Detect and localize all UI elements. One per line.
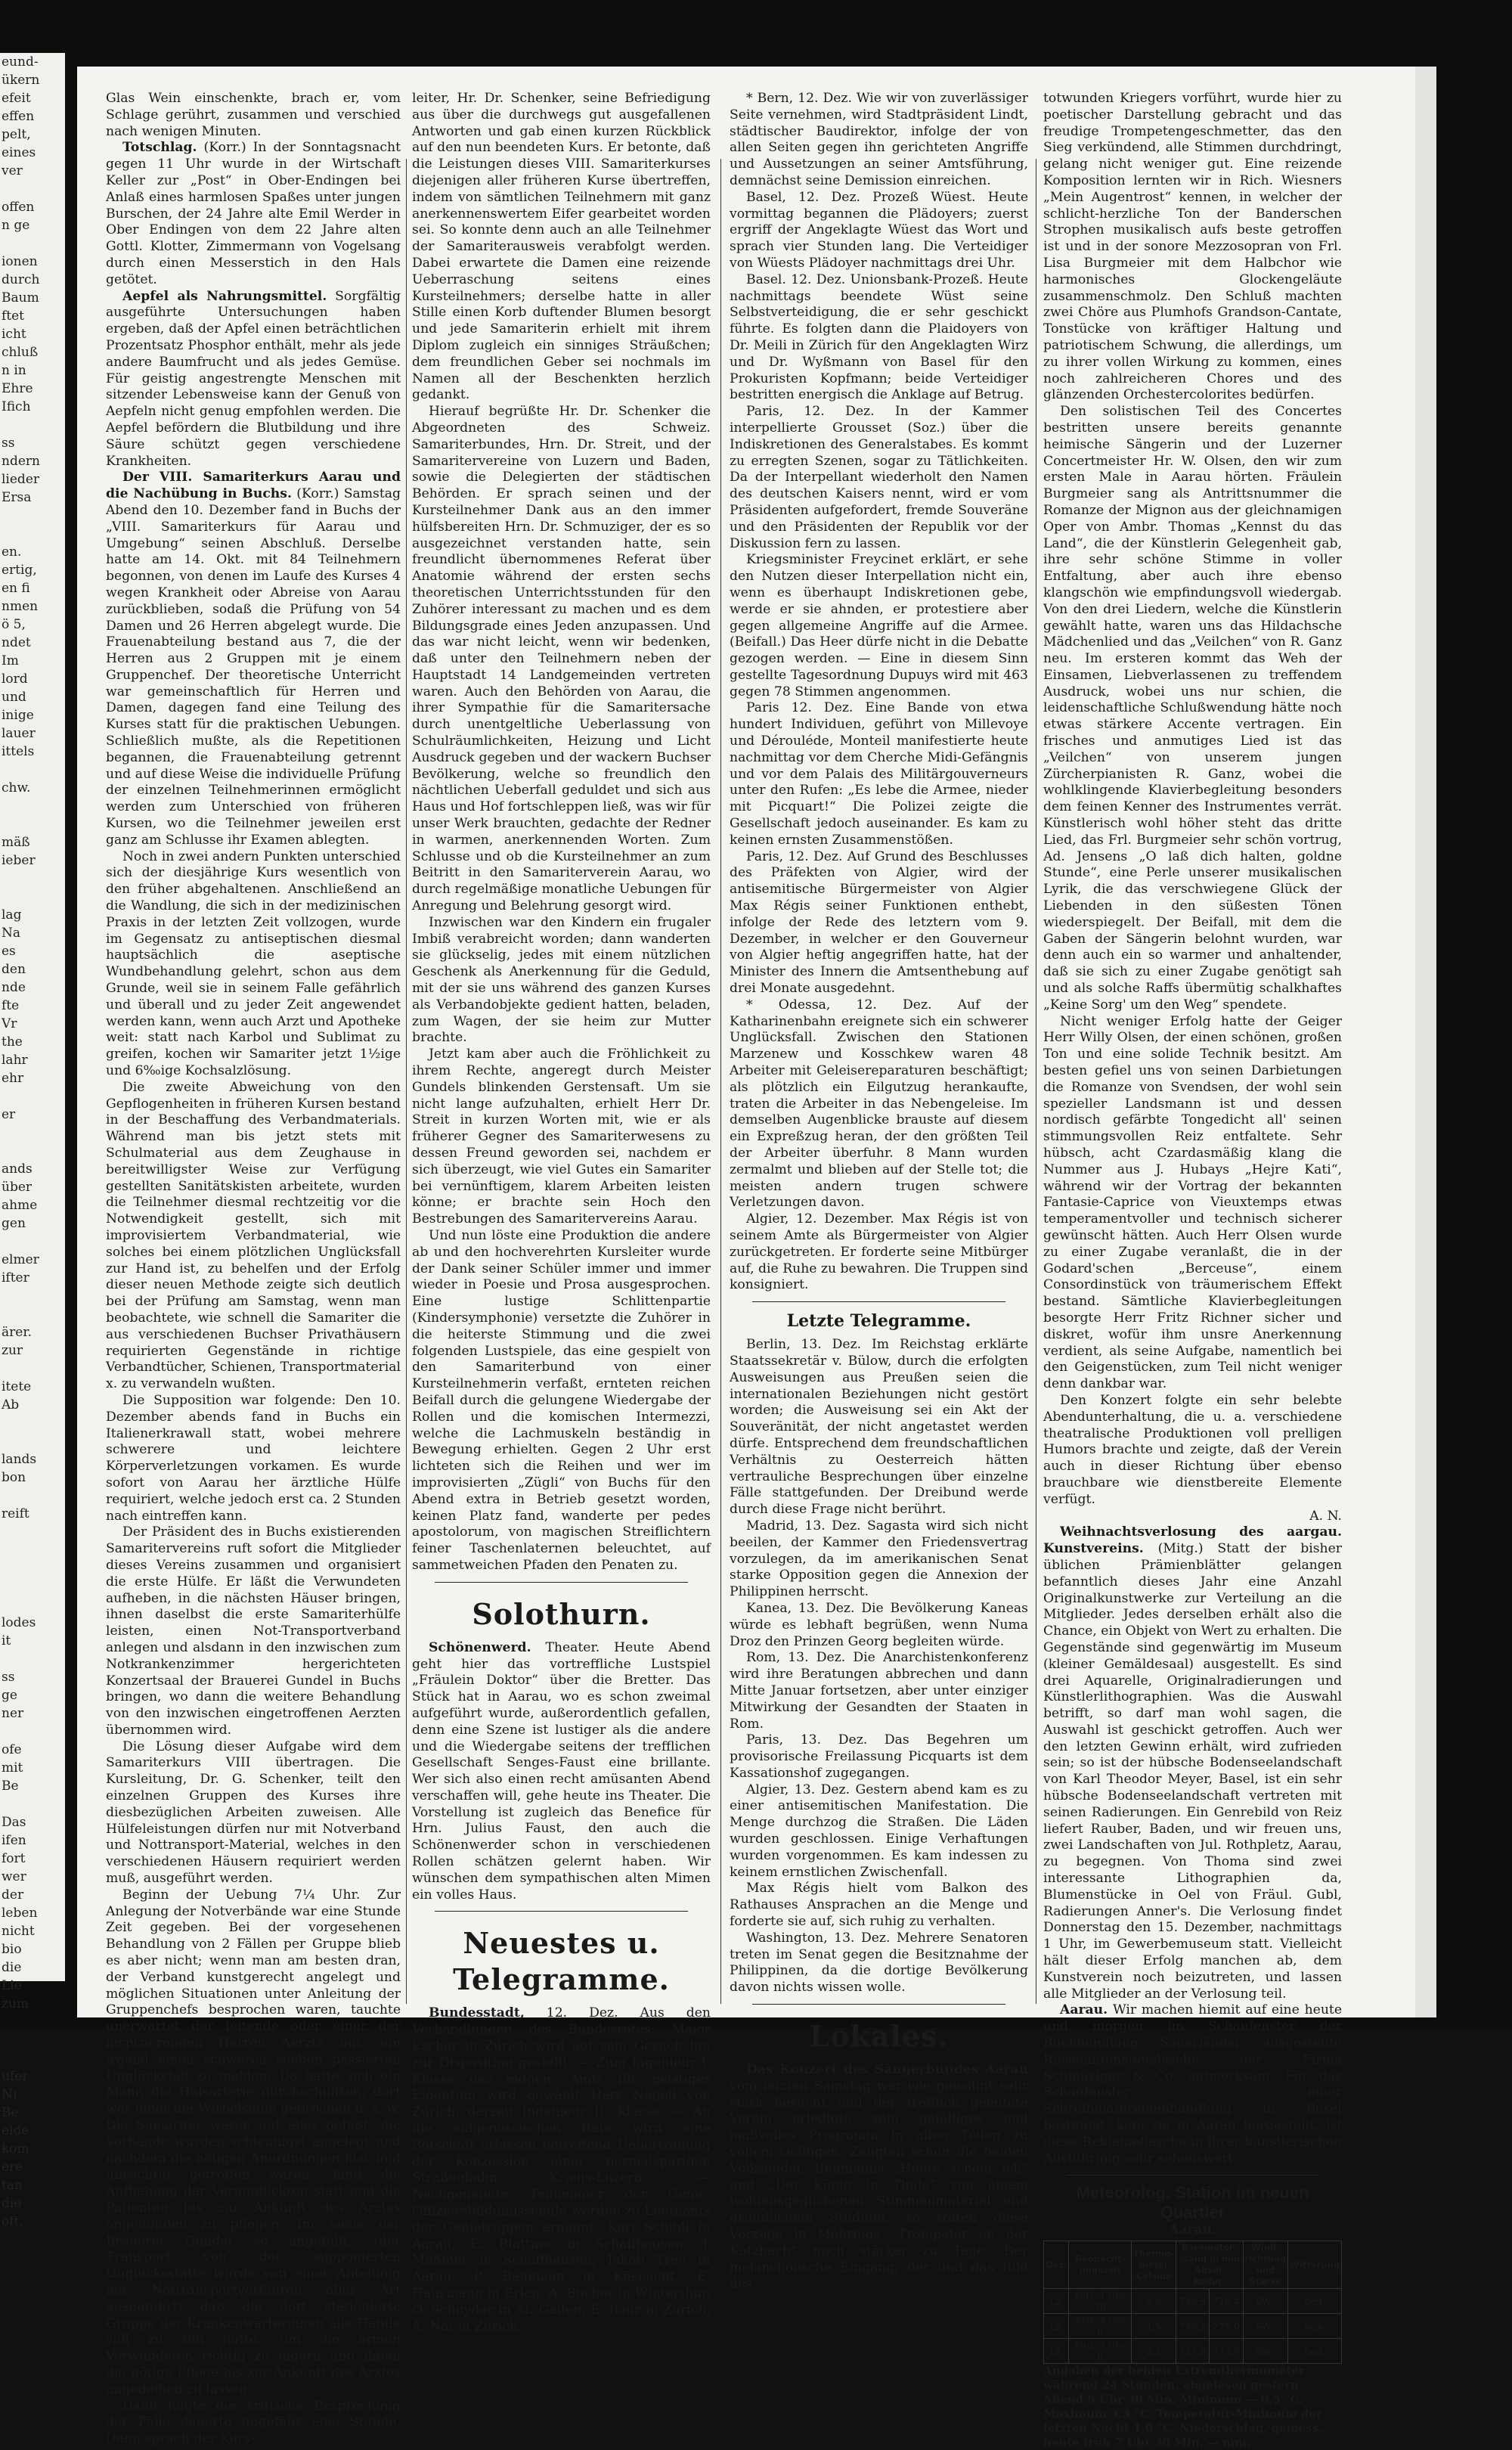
section-divider bbox=[1066, 2175, 1319, 2176]
previous-page-fragment: ükern bbox=[2, 73, 40, 88]
weather-cell: Mitt. 1 Uhr 30 bbox=[1069, 2289, 1132, 2314]
previous-page-fragment: ärer. bbox=[2, 1325, 32, 1340]
article-paragraph: Und nun löste eine Produktion die andere ab und den hochverehrten Kursleiter wurde der Dank seiner Schüler immer und immer wieder in Poesie und Prosa ausgesprochen. Eine lustige Schlittenpartie (Kindersymphonie) versetzte die Zuhörer in die heiterste Stimmung und die zwei folgenden Lustspiele, das eine gespielt von den Samariterbund von einer Kursteilnehmerin verfaßt, ernteten reichen Beifall durch die gelungene Wiedergabe der Rollen und die komischen Intermezzi, welche die Lachmuskeln beständig in Bewegung erhielten. Gegen 2 Uhr erst lichteten sich die Reihen und wer im improvisierten „Zügli“ von Buchs für den Abend extra in Betrieb gesetzt worden, keinen Platz fand, wanderte per pedes apostolorum, von magischen Streiflichtern feiner Taschenlaternen beleuchtet, auf sammetweichen Pfaden den Penaten zu. bbox=[412, 1227, 711, 1573]
weather-cell: 12. bbox=[1044, 2314, 1069, 2339]
previous-page-fragment bbox=[0, 1233, 65, 1251]
telegram-madrid: Madrid, 13. Dez. Sagasta wird sich nicht beeilen, der Kammer den Friedensvertrag vorzulegen, da im amerikanischen Senat starke Opposition gegen die Annexion der Philippinen herrscht. bbox=[730, 1518, 1028, 1600]
telegram-algier: Max Régis hielt vom Balkon des Rathauses Ansprachen an die Menge und forderte sie auf, sich ruhig zu verhalten. bbox=[730, 1881, 1028, 1930]
previous-page-fragment bbox=[0, 1723, 65, 1741]
telegram-kanea: Kanea, 13. Dez. Die Bevölkerung Kaneas würde es lebhaft begrüßen, wenn Numa Droz den Prinzen Georg begleiten würde. bbox=[730, 1600, 1028, 1649]
weather-cell: 776,4 bbox=[1210, 2289, 1243, 2314]
article-paragraph: Jetzt kam aber auch die Fröhlichkeit zu ihrem Rechte, angeregt durch Meister Gundels blinkenden Gerstensaft. Um sie nicht lange aufzuhalten, erhielt Herr Dr. Streit in kurzen Worten mit, wie er als früherer Gegner des Samariterwesens zu dessen Freund geworden sei, nachdem er sich überzeugt, wie viel Gutes ein Samariter bei vernünftigem, klarem Arbeiten leisten könne; er brachte sein Hoch den Bestrebungen des Samaritervereins Aarau. bbox=[412, 1047, 711, 1227]
previous-page-fragment: lands bbox=[2, 1452, 37, 1467]
section-divider bbox=[435, 1582, 688, 1583]
previous-page-fragment: offen bbox=[2, 200, 35, 215]
previous-page-fragment bbox=[0, 416, 65, 434]
article-samariterkurs bbox=[106, 470, 401, 848]
previous-page-fragment bbox=[0, 797, 65, 815]
previous-page-fragment: er bbox=[2, 1107, 16, 1122]
previous-page-fragment bbox=[0, 1414, 65, 1432]
previous-page-fragment: der bbox=[2, 1887, 24, 1903]
previous-page-fragment: über bbox=[2, 1180, 33, 1195]
weather-cell: Mrg. 7 Uhr 0 bbox=[1069, 2339, 1132, 2364]
previous-page-fragment: Be bbox=[2, 1779, 19, 1794]
column-rule bbox=[720, 159, 721, 2004]
previous-page-fragment: n in bbox=[2, 363, 26, 378]
section-title-letzte-telegramme: Letzte Telegramme. bbox=[786, 1311, 971, 1332]
previous-page-fragment: die bbox=[2, 1960, 22, 1975]
article-paragraph: Die zweite Abweichung von den Gepflogenheiten in früheren Kursen bestand in der Beschaffung des Verbandmaterials. Während man bis jetzt stets mit Schulmaterial aus dem Zeughause in bereitwilligster Weise zur Verfügung gestellten Sanitätskisten arbeitete, wurden die Teilnehmer diesmal rechtzeitig vor die Notwendigkeit gestellt, sich mit improvisiertem Verbandmaterial, wie solches bei einem plötzlichen Unglücksfall zur Hand ist, zu behelfen und der Erfolg dieser neuen Methode zeigte sich deutlich bei der Prüfung am Samstag, wenn man beobachtete, wie schnell die Samariter die aus verschiedenen Buchser Privathäusern requirierten Gegenstände in richtige Verbandtücher, Schienen, Transportmaterial x. zu verwandeln wußten. bbox=[106, 1079, 401, 1392]
article-paragraph: Noch in zwei andern Punkten unterschied sich der diesjährige Kurs wesentlich von den früher abgehaltenen. Anschließend an die Wandlung, die sich in der medizinischen Praxis in der letzten Zeit vollzogen, wurde im Gegensatz zu antiseptischen diesmal hauptsächlich die aseptische Wundbehandlung gelehrt, schon aus dem Grunde, weil sie in seinem Falle gefährlich und überall und zu jeder Zeit angewendet werden kann, wenn auch Arzt und Apotheke weit: statt nach Karbol und Sublimat zu greifen, kochen wir Samariter jetzt 1½ige und 6‰ige Kochsalzlösung. bbox=[106, 848, 401, 1079]
previous-page-fragment: leben bbox=[2, 1906, 38, 1921]
previous-page-fragment: fte bbox=[2, 998, 20, 1013]
section-title-lokales: Lokales. bbox=[809, 2019, 949, 2054]
previous-page-fragment: ifen bbox=[2, 1833, 26, 1848]
article-heading: Aepfel als Nahrungsmittel. bbox=[122, 288, 327, 304]
telegram-algier: Algier, 12. Dezember. Max Régis ist von seinem Amte als Bürgermeister von Algier zurückgetreten. Er forderte seine Mitbürger auf, die Ruhe zu bewahren. Die Truppen sind konsigniert. bbox=[730, 1211, 1028, 1293]
previous-page-fragment: Das bbox=[2, 1815, 26, 1830]
telegram-paris: Paris, 13. Dez. Das Begehren um provisorische Freilassung Picquarts ist dem Kassationshof zugegangen. bbox=[730, 1732, 1028, 1781]
previous-page-fragment: es bbox=[2, 944, 16, 959]
previous-page-fragment: lodes bbox=[2, 1615, 36, 1630]
previous-page-fragment: elmer bbox=[2, 1252, 39, 1267]
article-paragraph: Nicht weniger Erfolg hatte der Geiger Herr Willy Olsen, der einen schönen, großen Ton und eine solide Technik besitzt. Am besten gefiel uns von seinen Darbietungen die Romanze von Svendsen, der wohl sein spezieller Landsmann ist und dessen nordisch gefärbte Tongedicht all' seinen stimmungsvollen Reiz entfaltete. Sehr hübsch, acht Czardasmäßig klang die Nummer aus J. Hubays „Hejre Kati“, während wir der Vortrag der bekannten Fantasie-Caprice von Vieuxtemps etwas temperamentvoller und technisch sicherer gewünscht hätten. Auch Herr Olsen wurde zu einer Zugabe veranlaßt, die in der Godard'schen „Berceuse“, einem Consordinstück von träumerischem Effekt bestand. Sämtliche Klavierbegleitungen besorgte Herr Fritz Richner sicher und diskret, wofür ihm unsre Anerkennung verdient, als seine Aufgabe, namentlich bei den Geigenstücken, zum Teil nicht weniger denn dankbar war. bbox=[1043, 1013, 1342, 1392]
previous-page-fragment bbox=[0, 761, 65, 779]
previous-page-fragment: mäß bbox=[2, 835, 30, 850]
article-text: (Mitg.) Statt der bisher üblichen Prämienblätter gelangen befanntlich dieses Jahr eine Anzahl Originalkunstwerke zur Verteilung an die Mitglieder. Jedes derselben erhält also die Chance, ein Objekt von Wert zu erhalten. Die Gegenstände sind gegenwärtig im Museum (kleiner Gemäldesaal) ausgestellt. Es sind drei Aquarelle, Originalradierungen und Künstlerlithographien. Was die Auswahl betrifft, so darf man wohl sagen, die Auswahl ist geschickt getroffen. Auch wer den letzten Gewinn erhält, wird zufrieden sein; so ist der hübsche Bodenseelandschaft von Karl Theodor Meyer, Basel, ist ein sehr hübsche Bodenseelandschaft vertreten mit seinen Radierungen. Ein Genrebild von Reiz liefert Rauber, Baden, und wir freuen uns, zwei Landschaften von Jul. Rothpletz, Aarau, zu begegnen. Von Thoma sind zwei interessante Lithographien da, Blumenstücke in Oel von Fräul. Gubl, Radierungen Anner's. Die Verlosung findet Donnerstag den 15. Dezember, nachmittags 1 Uhr, im Gewerbemuseum statt. Vielleicht hält dieser Erfolg manchen ab, dem Kunstverein noch beizutreten, und lassen alle Mitglieder an der Verlosung teil. bbox=[1043, 1541, 1342, 2002]
previous-page-fragment bbox=[0, 815, 65, 833]
telegram-odessa: * Odessa, 12. Dez. Auf der Katharinenbahn ereignete sich ein schwerer Unglücksfall. Zwischen den Stationen Marzenew und Kosschkew waren 48 Arbeiter mit Geleisereparaturen beschäftigt; als plötzlich ein Eilgutzug herankaufte, traten die Arbeiter in das Nebengeleise. Im demselben Augenblicke brauste auf diesem ein Expreßzug heran, der den größten Teil der Arbeiter überfuhr. 8 Mann wurden zermalmt und blieben auf der Stelle tot; die meisten andern trugen schwere Verletzungen davon. bbox=[730, 997, 1028, 1211]
article-paragraph: Der Präsident des in Buchs existierenden Samaritervereins ruft sofort die Mitglieder dieses Vereins zusammen und organisiert die erste Hülfe. Er läßt die Verwundeten aufheben, in die nächsten Häuser bringen, ihnen daselbst die erste Samariterhülfe leisten, einen Not-Transportverband anlegen und alsdann in den inzwischen zum Notkrankenzimmer hergerichteten Konzertsaal der Brauerei Gundel in Buchs bringen, wo dann die weitere Behandlung von den inzwischen eingetroffenen Aerzten übernommen wird. bbox=[106, 1524, 401, 1738]
telegram-bern: * Bern, 12. Dez. Wie wir von zuverlässiger Seite vernehmen, wird Stadtpräsident Lindt, städtischer Baudirektor, infolge der von allen Seiten gegen ihn gerichteten Angriffe und Aussetzungen an seiner Amtsführung, demnächst seine Demission einreichen. bbox=[730, 91, 1028, 188]
article-heading: Das Konzert des Sängerbundes Aarau bbox=[746, 2062, 1028, 2078]
weather-cell: SW₀ bbox=[1243, 2314, 1288, 2339]
weather-station-title: Meteorolog. Station im neuen Quartier bbox=[1076, 2183, 1309, 2222]
previous-page-fragment: eines bbox=[2, 145, 36, 160]
previous-page-fragment bbox=[0, 2013, 65, 2031]
weather-cell: 12. bbox=[1044, 2289, 1069, 2314]
weather-cell: 737,9 bbox=[1176, 2339, 1210, 2364]
article-paragraph: Den Konzert folgte ein sehr belebte Abendunterhaltung, die u. a. verschiedene theatralische Produktionen voll prelligen Humors brachte und zeigte, daß der Verein auch in dieser Richtung über ebenso brauchbare wie dienstbereite Elemente verfügt. bbox=[1043, 1392, 1342, 1507]
weather-table-header bbox=[1044, 2241, 1342, 2289]
previous-page-fragment: Na bbox=[2, 926, 21, 941]
weather-cell: 0,9 bbox=[1131, 2289, 1176, 2314]
previous-page-fragment bbox=[0, 1650, 65, 1668]
previous-page-fragment bbox=[0, 1360, 65, 1378]
article-paragraph: Beginn der Uebung 7¼ Uhr. Zur Anlegung der Notverbände war eine Stunde Zeit gegeben. Bei der vorgesehenen Behandlung von 2 Fällen per Gruppe blieb es aber nicht; wenn man am besten dran, der Verband kunstgerecht angelegt und möglichen Situationen unter Anleitung der Gruppenchefs besprochen waren, tauchte unerwartet der leitende oder einer der inspizierenden Herren Aerzte auf, um irgend einen schweren soeben passierten Unglücksfall zu melden: Da hatte sich ein Mann die Halsarterie durchschnitten, dort war einer die Wirbelsäule gebrochen u. s. w. Die Samariter waren auf alles gefaßt, die Verbände wurden schleunigst angelegt und nachdem die nötigen Anordnungen klar und umsichtig getroffen waren, fand die Aufhebung der Verunglückten statt und die Patienten bis zur Ankunft des Arztes angebunden zu pflegen. Im Saale der Brauerei Gundel so angefüllt, (der Transport von der supponierten Unglücksstätte wurde von einer Abteilung mit Nottransportverfahren aller Art ausgeführt) daß die dort stationierte Gruppe der Krankenwärterinnen alle Hände voll zu tun hatte, um die armen Verwundeten richtig zu lagern und ihnen die nötige Pflege bis zur Ankunft des Arztes angedeihen zu lassen. bbox=[106, 1887, 401, 2397]
telegram-paris: Paris, 12. Dez. In der Kammer interpellierte Grousset (Soz.) über die Indiskretionen des Generalstabes. Es kommt zu erregten Szenen, sogar zu Tätlichkeiten. Da der Interpellant wiederholt den Namen des deutschen Kaisers nennt, wird er vom Präsidenten aufgefordert, fremde Souveräne und den Präsidenten der Republik vor der Diskussion fern zu lassen. bbox=[730, 404, 1028, 551]
previous-page-fragment: ittels bbox=[2, 744, 35, 759]
previous-page-fragment: ge bbox=[2, 1688, 17, 1703]
previous-page-fragment: Lie bbox=[2, 1978, 22, 1993]
previous-page-fragment bbox=[0, 1305, 65, 1323]
section-title-solothurn: Solothurn. bbox=[472, 1596, 651, 1631]
weather-cell: bed. bbox=[1288, 2289, 1342, 2314]
previous-page-fragment bbox=[0, 507, 65, 525]
previous-page-fragment bbox=[0, 1795, 65, 1813]
previous-page-fragment: ö 5, bbox=[2, 617, 26, 632]
page-gutter bbox=[1415, 67, 1436, 2017]
weather-cell: 738,1 bbox=[1176, 2314, 1210, 2339]
article-bundesstadt bbox=[412, 2005, 711, 2335]
previous-page-fragment: mit bbox=[2, 1760, 23, 1775]
previous-page-fragment bbox=[0, 180, 65, 198]
previous-page-fragment: Ni bbox=[2, 2087, 17, 2102]
previous-page-fragment: Ifich bbox=[2, 399, 31, 414]
previous-page-fragment: ofe bbox=[2, 1742, 22, 1757]
section-divider bbox=[435, 1911, 688, 1912]
article-aepfel bbox=[106, 289, 401, 470]
previous-page-fragment: Ehre bbox=[2, 381, 33, 396]
article-signature: A. N. bbox=[1309, 1508, 1342, 1524]
previous-page-fragment: Baum bbox=[2, 290, 39, 305]
previous-page-fragment: fort bbox=[2, 1851, 26, 1866]
previous-page-fragment: Vr bbox=[2, 1016, 17, 1031]
weather-header-cell: Witterung bbox=[1288, 2241, 1342, 2289]
article-aarau bbox=[1043, 2002, 1342, 2167]
column-2 bbox=[412, 91, 711, 2334]
previous-page-fragment bbox=[0, 234, 65, 253]
previous-page-fragment: ndet bbox=[2, 635, 31, 650]
telegram-paris: Paris 12. Dez. Eine Bande von etwa hundert Individuen, geführt von Millevoye und Dérouléde, Monteil manifestierte heute nachmittag vor dem Cherche Midi-Gefängnis und vor dem Palais des Militärgouverneurs unter den Rufen: „Es lebe die Armee, nieder mit Picquart!“ Die Polizei zeigte die Gesellschaft jedoch auseinander. Es kam zu keinen ernsten Zusammenstößen. bbox=[730, 700, 1028, 848]
article-paragraph: Hierauf begrüßte Hr. Dr. Schenker die Abgeordneten des Schweiz. Samariterbundes, Hrn. Dr. Streit, und der Samaritervereine von Luzern und Baden, sowie die Delegierten der städtischen Behörden. Er sprach seinen und der Kursteilnehmer Dank aus an den immer hülfsbereiten Hrn. Dr. Schmuziger, der es so ausgezeichnet verstanden hatte, sein freundlicht übernommenes Referat über Anatomie während der ersten sechs theoretischen Unterrichtsstunden für den Zuhörer interessant zu machen und es dem Bildungsgrade eines Jeden anzupassen. Und das war nicht leicht, wenn wir bedenken, daß unter den Teilnehmern neben der Hauptstadt 14 Landgemeinden vertreten waren. Auch den Behörden von Aarau, die ihrer Sympathie für die Samaritersache durch unentgeltliche Ueberlassung von Schulräumlichkeiten, Heizung und Licht Ausdruck gegeben und der wackern Buchser Bevölkerung, welche so freundlich den nächtlichen Ueberfall geduldet und sich aus Haus und Hof fortschleppen ließ, was wir für unser Werk brauchten, gedachte der Redner in warmen, anerkennenden Worten. Zum Schlusse und ob die Kursteilnehmer an zum Beitritt in den Samariterverein Aarau, wo durch regelmäßige monatliche Uebungen für Anregung und Belehrung gesorgt wird. bbox=[412, 404, 711, 914]
previous-page-fragment: nmen bbox=[2, 599, 39, 614]
weather-header-cell: Barometer- stand in mm Absol. Reduc. bbox=[1176, 2241, 1243, 2289]
previous-page-fragment: bon bbox=[2, 1470, 26, 1485]
previous-page-fragment: ere bbox=[2, 2160, 23, 2175]
section-divider bbox=[752, 2004, 1005, 2005]
telegram-paris: Kriegsminister Freycinet erklärt, er sehe den Nutzen dieser Interpellation nicht ein, wenn es überhaupt Indiskretionen gebe, werde er sie ahnden, er protestiere aber gegen allgemeine Angriffe auf die Armee. (Beifall.) Das Heer dürfe nicht in die Debatte gezogen werden. — Eine in diesem Sinn gestellte Tagesordnung Dupuys wird mit 463 gegen 78 Stimmen angenommen. bbox=[730, 552, 1028, 699]
article-heading: Weihnachtsverlosung des aargau. Kunstvereins. bbox=[1043, 1524, 1342, 1557]
previous-page-fragment: ifter bbox=[2, 1270, 29, 1285]
previous-page-fragment: wer bbox=[2, 1869, 26, 1884]
telegram-algier: Algier, 13. Dez. Gestern abend kam es zu einer antisemitischen Manifestation. Die Menge durchzog die Straßen. Die Läden wurden geschlossen. Einige Verhaftungen wurden vorgenommen. Es kam indessen zu keinem ernstlichen Zwischenfall. bbox=[730, 1782, 1028, 1880]
previous-page-fragment: ftet bbox=[2, 309, 25, 324]
weather-row bbox=[1044, 2289, 1342, 2314]
previous-page-fragment: eund- bbox=[2, 54, 39, 70]
weather-row bbox=[1044, 2339, 1342, 2364]
weather-header-cell: Thermo- meter Celsius bbox=[1131, 2241, 1176, 2289]
previous-page-fragment: nicht bbox=[2, 1924, 35, 1939]
previous-page-fragment: lahr bbox=[2, 1053, 28, 1068]
previous-page-fragment: ahme bbox=[2, 1198, 38, 1213]
previous-page-fragment bbox=[0, 1559, 65, 1577]
previous-page-fragment: ss bbox=[2, 436, 15, 451]
article-heading: Bundesstadt, bbox=[429, 2005, 525, 2021]
previous-page-fragment: Im bbox=[2, 653, 19, 668]
previous-page-fragment: ieber bbox=[2, 853, 36, 868]
weather-header-cell: Beobacht- ungszeit bbox=[1069, 2241, 1132, 2289]
previous-page-fragment bbox=[0, 1432, 65, 1450]
column-3 bbox=[730, 91, 1028, 2292]
previous-page-fragment bbox=[0, 888, 65, 906]
column-rule bbox=[406, 159, 407, 2004]
previous-page-fragment: ss bbox=[2, 1670, 15, 1685]
column-1 bbox=[106, 91, 401, 2447]
previous-page-fragment: pelt, bbox=[2, 127, 31, 142]
weather-cell: bew. bbox=[1288, 2314, 1342, 2339]
previous-page-fragment: die bbox=[2, 2196, 22, 2211]
previous-page-fragment: lag bbox=[2, 907, 22, 923]
previous-page-fragment: gen bbox=[2, 1216, 26, 1231]
previous-page-fragment bbox=[0, 1487, 65, 1505]
article-heading: Aarau. bbox=[1060, 2002, 1108, 2018]
article-text: (Korr.) Samstag Abend den 10. Dezember fand in Buchs der „VIII. Samariterkurs für Aarau und Umgebung“ seinen Abschluß. Derselbe hatte am 14. Okt. mit 84 Teilnehmern begonnen, von denen im Laufe des Kurses 4 wegen Krankheit oder Abreise von Aarau zurückblieben, sodaß die Prüfung von 54 Damen und 26 Herren abgelegt wurde. Die Frauenabteilung bestand aus 7, die der Herren aus 2 Gruppen mit je einem Gruppenchef. Der theoretische Unterricht war gemeinschaftlich für Herren und Damen, dagegen fand eine Teilung des Kurses statt für die praktischen Uebungen. Schließlich mußte, als die Repetitionen begannen, die Frauenabteilung getrennt und auf diese Weise die individuelle Prüfung der einzelnen Teilnehmerinnen ermöglicht werden zum Unterschied von früheren Kursen, wo die Teilnehmer jeweilen erst ganz am Schlusse ihr Examen ablegten. bbox=[106, 486, 401, 848]
previous-page-fragment: itete bbox=[2, 1379, 32, 1394]
article-heading: Schönenwerd. bbox=[429, 1639, 531, 1655]
previous-page-fragment: n ge bbox=[2, 218, 30, 233]
article-paragraph: leiter, Hr. Dr. Schenker, seine Befriedigung aus über die durchwegs gut ausgefallenen Antworten und gab einen kurzen Rückblick auf den nun beendeten Kurs. Er betonte, daß die Leistungen dieses VIII. Samariterkurses diejenigen aller früheren Kurse übertreffen, indem von sämtlichen Teilnehmern mit ganz anerkennenswertem Eifer gearbeitet worden sei. So konnte denn auch an alle Teilnehmer der Samariterausweis verabfolgt werden. Dabei erwartete die Damen eine reizende Ueberraschung seitens eines Kursteilnehmers; derselbe hatte in aller Stille einen Korb duftender Blumen besorgt und jede Samariterin erhielt mit ihrem Diplom zugleich ein sinniges Sträußchen; dem freundlichen Geber sei nochmals im Namen all der Beschenkten herzlich gedankt. bbox=[412, 91, 711, 403]
section-divider bbox=[752, 1301, 1005, 1302]
weather-header-cell: Dez. bbox=[1044, 2241, 1069, 2289]
previous-page-fragment bbox=[0, 1142, 65, 1160]
weather-cell: bed. bbox=[1288, 2339, 1342, 2364]
article-schoenenwerd bbox=[412, 1640, 711, 1904]
previous-page-fragment: chluß bbox=[2, 345, 39, 360]
previous-page-fragment: the bbox=[2, 1034, 23, 1050]
previous-page-fragment: ndern bbox=[2, 454, 40, 469]
telegram-rom: Rom, 13. Dez. Die Anarchistenkonferenz wird ihre Beratungen abbrechen und dann Mitte Januar fortsetzen, aber unter einziger Mitwirkung der Gesandten der Staaten in Rom. bbox=[730, 1650, 1028, 1732]
previous-page-fragment: icht bbox=[2, 327, 26, 342]
previous-page-fragment: Ab bbox=[2, 1397, 20, 1413]
weather-footer: Angaben der beiden Extremthermometer während 24 Stunden, abgelesen gestern Abend 9 Uhr 30 Min. Minimum — 0,5 °C. Maximum 3,3 °C. Temperatur-Minimum der letzten Nacht 1,0 °C. Niederschlag, gemess. heute früh 7 Uhr 30 Min. — mm. bbox=[1043, 2364, 1323, 2450]
article-text: (Korr.) In der Sonntagsnacht gegen 11 Uhr wurde in der Wirtschaft Keller zur „Post“ in Ober-Endingen bei Anlaß eines harmlosen Spaßes unter jungen Burschen, der 24 Jahre alte Emil Werder in Ober Endingen von dem 22 Jahre alten Gottl. Klotter, Zimmermann von Vogelsang durch einen Messerstich in den Hals getötet. bbox=[106, 140, 401, 287]
previous-page-fragment: und bbox=[2, 690, 26, 705]
weather-cell: 775,0 bbox=[1210, 2314, 1243, 2339]
article-paragraph: totwunden Kriegers vorführt, wurde hier zu poetischer Darstellung gebracht und das freudige Trompetengeschmetter, das den Sieg verkündend, alle Stimmen durchdringt, gelang nicht weniger gut. Eine reizende Komposition lernten wir in Rich. Wiesners „Mein Augentrost“ kennen, in welcher der schlicht-herzliche Ton der Banderschen Strophen musikalisch aufs beste getroffen ist und in der sonore Mezzosopran von Frl. Lisa Burgmeier mit dem Halbchor wie harmonisches Glockengeläute zusammenschmolz. Den Schluß machten zwei Chöre aus Plumhofs Grandson-Cantate, Tonstücke von kräftiger Haltung und patriotischem Schwung, die allerdings, um zu ihrer vollen Wirkung zu kommen, eines noch zahlreicheren Chores und des glänzenden Orchestercolorites bedürfen. bbox=[1043, 91, 1342, 403]
weather-header-cell: Wind- richtung und Stärke bbox=[1243, 2241, 1288, 2289]
previous-page-fragment: ufer bbox=[2, 2069, 29, 2084]
previous-page-fragment: den bbox=[2, 962, 26, 977]
previous-page-fragment: inige bbox=[2, 708, 34, 723]
previous-page-fragment: lieder bbox=[2, 472, 40, 487]
previous-page-fragment: en fi bbox=[2, 581, 30, 596]
previous-page-fragment: chw. bbox=[2, 780, 31, 795]
previous-page-fragment bbox=[0, 2049, 65, 2067]
previous-page-fragment: oft, bbox=[2, 2214, 23, 2229]
weather-table-body bbox=[1044, 2289, 1342, 2364]
weather-table bbox=[1043, 2241, 1342, 2364]
article-totschlag bbox=[106, 140, 401, 288]
previous-page-fragment bbox=[0, 870, 65, 888]
previous-page-fragment: efeit bbox=[2, 91, 31, 106]
article-paragraph: Den solistischen Teil des Concertes bestritten unsere bereits genannte heimische Sängerin und der Luzerner Concertmeister Hr. W. Olsen, den wir zum ersten Male in Aarau hörten. Fräulein Burgmeier sang als Antrittsnummer die Romanze der Mignon aus der gleichnamigen Oper von Ambr. Thomas „Kennst du das Land“, die der Künstlerin Gelegenheit gab, ihre sehr schöne Stimme in voller Entfaltung, aber auch ihre ebenso klangschön wie empfindungsvoll wiedergab. Von den drei Liedern, welche die Künstlerin gewählt hatte, waren uns das Hildachsche Mädchenlied und das „Veilchen“ von R. Ganz neu. Im ersteren kommt das Weh der Einsamen, Liebverlassenen zu treffendem Ausdruck, wobei uns nur schien, die leidenschaftliche Schlußwendung hätte noch etwas stärkere Accente vertragen. Ein frisches und anmutiges Lied ist das „Veilchen“ von unserem jungen Zürcherpianisten R. Ganz, wobei die wohlklingende Klavierbegleitung besonders dem feinen Kenner des Instrumentes verrät. Künstlerisch wohl höher steht das dritte Lied, das Frl. Burgmeier sehr schön vortrug, Ad. Jensens „O laß dich halten, goldne Stunde“, eine Perle unserer musikalischen Lyrik, die das verschwiegene Glück der Liebenden in den süßesten Tönen wiederspiegelt. Der Beifall, mit dem die Gaben der Sängerin belohnt wurden, war denn auch ein so warmer und anhaltender, daß sie sich zu einer Zugabe genötigt sah und als solche Raffs übermütig schalkhaftes „Keine Sorg' um den Weg“ spendete. bbox=[1043, 404, 1342, 1013]
article-text: Sorgfältig ausgeführte Untersuchungen haben ergeben, daß der Apfel einen beträchtlichen Prozentsatz Phosphor enthält, mehr als jede andere Baumfrucht und als jedes Gemüse. Für geistig angestrengte Menschen mit sitzender Lebensweise kann der Genuß von Aepfeln nicht genug empfohlen werden. Die Aepfel befördern die Blutbildung und ihre Säure schützt gegen verschiedene Krankheiten. bbox=[106, 288, 401, 469]
article-text: Theater. Heute Abend geht hier das vortreffliche Lustspiel „Fräulein Doktor“ über die Bretter. Das Stück hat in Aarau, wo es schon zweimal aufgeführt wurde, außerordentlich gefallen, denn eine Szene ist lustiger als die andere und die Wiedergabe seitens der trefflichen Gesellschaft Senges-Faust eine brillante. Wer sich also einen recht amüsanten Abend verschaffen will, gehe heute ins Theater. Die Vorstellung ist zugleich das Benefice für Hrn. Julius Faust, den auch die Schönenwerder schon in verschiedenen Rollen schätzen gelernt haben. Wir wünschen dem sympathischen alten Mimen ein volles Haus. bbox=[412, 1639, 711, 1903]
section-title-neuestes: Neuestes u. Telegramme. bbox=[453, 1926, 670, 1997]
article-weihnachtsverlosung bbox=[1043, 1524, 1342, 2002]
previous-page-fragment: durch bbox=[2, 272, 40, 287]
previous-page-fragment: ands bbox=[2, 1161, 33, 1177]
previous-page-fragment: Ersa bbox=[2, 490, 32, 505]
article-paragraph: Inzwischen war den Kindern ein frugaler Imbiß verabreicht worden; dann wanderten sie glückselig, jedes mit einem nützlichen Geschenk als Anerkennung für die Geduld, mit der sie uns während des ganzen Kurses als Verbandobjekte gedient hatten, beladen, zum Wagen, der sie heim zur Mutter brachte. bbox=[412, 914, 711, 1046]
previous-page-fragment bbox=[0, 1124, 65, 1142]
previous-page-fragment: en. bbox=[2, 544, 22, 560]
previous-page-fragment: ver bbox=[2, 163, 23, 178]
article-text: 12. Dez. Aus den Verhandlungen des Bundesrates. Major Escher in Zürich wird auf sein Gesuch hin zur Disposition gestellt. — Zum Ingenieur I. Klasse des eidgen. Amts für geistiges Eigentum wird gewählt Herr Nägeli von Zürich, derzeit Ingenieur II. Klasse. — An die eidgenössischen Räte wird eine Botschaft erlassen betreffend Uebertragung der Konzession einer normalspurigen Straßenbahn Kriens-Luzern. — Nachgenannte Teilnehmer der Genie-Offiziersbildungsschule werden zu Leutnants der Genietruppen ernannt: Karl Schibli in Aarau, E. Blattner in Schaffhausen, J. Meßmer in Schaffhausen, Jakob Treu in Aarau, P. Baumann in Küsnacht, E. Hausmann in Erlen, A. Bucher in Winterthur, O. Schnyder in St. Gallen, E. Baur in Zürich, A. Näf in Zürich. bbox=[412, 2005, 711, 2334]
telegram-berlin: Berlin, 13. Dez. Im Reichstag erklärte Staatssekretär v. Bülow, durch die erfolgten Ausweisungen aus Preußen seien die internationalen Beziehungen nicht gestört worden; die Ausweisung sei ein Akt der Souveränität, der nicht angetastet werden dürfe. Entsprechend dem freundschaftlichen Verhältnis zu Oesterreich hätten vertrauliche Besprechungen über einzelne Fälle stattgefunden. Der Dreibund werde durch diese Frage nicht berührt. bbox=[730, 1337, 1028, 1518]
previous-page-fragment bbox=[0, 1523, 65, 1541]
weather-cell: 739,5 bbox=[1176, 2289, 1210, 2314]
article-text: Wir machen hiemit auf eine heute und morgen im Schaufenster der Buchhandlung Sauerländer ausgestellte Riesenintensitätslasche der Firma Schmuziger & Co. aufmerksam. Für das Schaufenster einer Schreibmaterialienhandlung in Basel bestimmt, kam sie in Aarau hergestellt, ist diese Reklameflasche in ihrer künstlerischen Ausführung sehr sehenswert. bbox=[1043, 2002, 1342, 2166]
previous-page-fragment: lauer bbox=[2, 726, 36, 741]
previous-page-fragment bbox=[0, 1287, 65, 1305]
weather-cell: 2,3 bbox=[1131, 2339, 1176, 2364]
weather-cell: Abd. 9 Uhr 0 bbox=[1069, 2314, 1132, 2339]
previous-page-fragment: it bbox=[2, 1633, 11, 1648]
previous-page-fragment: lord bbox=[2, 671, 28, 687]
weather-cell: 773,9 bbox=[1210, 2339, 1243, 2364]
previous-page-fragment: ertig, bbox=[2, 563, 37, 578]
weather-cell: 1,5 bbox=[1131, 2314, 1176, 2339]
previous-page-fragment bbox=[0, 525, 65, 543]
weather-cell: SW₀ bbox=[1243, 2289, 1288, 2314]
weather-cell: SW₀ bbox=[1243, 2339, 1288, 2364]
article-paragraph: Die Lösung dieser Aufgabe wird dem Samariterkurs VIII übertragen. Die Kursleitung, Dr. G. Schenker, teilt den einzelnen Gruppen des Kurses ihre diesbezüglichen Arbeiten zuweisen. Alle Hülfeleistungen dürfen nur mit Notverband und Nottransport-Material, welches in den verschiedenen Häusern requiriert werden muß, ausgeführt werden. bbox=[106, 1738, 401, 1887]
previous-page-fragment: Be bbox=[2, 2105, 19, 2120]
previous-page-fragment: bio bbox=[2, 1942, 22, 1957]
previous-page-fragment: tan bbox=[2, 2178, 23, 2193]
previous-page-fragment: kom bbox=[2, 2141, 29, 2157]
article-paragraph: Die Supposition war folgende: Den 10. Dezember abends fand in Buchs ein Italienerkrawall statt, wobei mehrere schwerere und leichtere Körperverletzungen vorkamen. Es wurde sofort von Aarau her ärztliche Hülfe requiriert, welche jedoch erst ca. 2 Stunden nach eintreffen kann. bbox=[106, 1392, 401, 1524]
previous-page-edge bbox=[0, 53, 65, 2229]
article-konzert bbox=[730, 2062, 1028, 2293]
telegram-basel: Basel, 12. Dez. Prozeß Wüest. Heute vormittag begannen die Plädoyers; zuerst ergriff der Angeklagte Wüest das Wort und sprach vier Stunden lang. Die Verteidiger von Wüests Plädoyer nachmittags drei Uhr. bbox=[730, 189, 1028, 271]
article-paragraph: Glas Wein einschenkte, brach er, vom Schlage gerührt, zusammen und verschied nach wenigen Minuten. bbox=[106, 91, 401, 139]
previous-page-fragment bbox=[0, 1087, 65, 1106]
previous-page-fragment: effen bbox=[2, 109, 35, 124]
previous-page-fragment: elde bbox=[2, 2123, 29, 2138]
previous-page-fragment: nde bbox=[2, 980, 26, 995]
article-heading: Der VIII. Samariterkurs Aarau und die Nachübung in Buchs. bbox=[106, 470, 401, 502]
telegram-basel: Basel. 12. Dez. Unionsbank-Prozeß. Heute nachmittags beendete Wüst seine Selbstverteidigung, die er sehr geschickt führte. Es folgten dann die Plaidoyers von Dr. Meili in Zürich für den Angeklagten Wirz und Dr. Wyßmann von Basel für den Prokuristen Kopfmann; beide Verteidiger bestritten energisch die Anklage auf Betrug. bbox=[730, 271, 1028, 403]
previous-page-fragment bbox=[0, 1541, 65, 1559]
telegram-paris: Paris, 12. Dez. Auf Grund des Beschlusses des Präfekten von Algier, wird der antisemitische Bürgermeister von Algier Max Régis seiner Funktionen enthebt, infolge der Rede des letztern vom 9. Dezember, in welcher er den Gouverneur von Algier heftig angegriffen hatte, hat der Minister des Innern die Amtsenthebung auf drei Monate ausgedehnt. bbox=[730, 848, 1028, 997]
column-4 bbox=[1043, 91, 1342, 2450]
article-heading: Totschlag. bbox=[122, 140, 197, 156]
previous-page-fragment: zur bbox=[2, 1343, 23, 1358]
previous-page-fragment: reift bbox=[2, 1506, 29, 1521]
previous-page-fragment: ner bbox=[2, 1706, 24, 1721]
article-text: vom letzten Samstag war wie gewohnt sehr stark besucht und der trefflich geleitete Verein erledigte sein gefälliges und maßvolles Programm in allen Teilen zu vollem Gelingen. Zeugten schon die beiden Volkslieder, Ifenmanns „Heute scheid ich“ und „Der König in Thule“ von einem wohlausgeglichenen Stimmenmaterial und gründlichem Studium, so traten diese Vorzüge in Möhrings „Trompeter an der Katzbach“ noch stärker zu Tage. Der melancholische Eingang, der und das Bild des bbox=[730, 2078, 1028, 2292]
previous-page-fragment bbox=[0, 2031, 65, 2049]
previous-page-fragment: ehr bbox=[2, 1071, 24, 1086]
previous-page-fragment bbox=[0, 1596, 65, 1614]
previous-page-fragment bbox=[0, 1577, 65, 1596]
telegram-washington: Washington, 13. Dez. Mehrere Senatoren treten im Senat gegen die Besitznahme der Philippinen, da die dortige Bevölkerung davon nichts wissen wolle. bbox=[730, 1930, 1028, 1996]
previous-page-fragment: ionen bbox=[2, 254, 38, 269]
weather-cell: 13. bbox=[1044, 2339, 1069, 2364]
weather-row bbox=[1044, 2314, 1342, 2339]
previous-page-fragment: zum bbox=[2, 1996, 29, 2011]
weather-station-location: Aarau. bbox=[1169, 2222, 1216, 2238]
article-paragraph: Dann folgte die kritische Besprechung der Fälle dauerte ungefähr eine Stunde. Dann sprach der Kurs- bbox=[106, 2398, 401, 2447]
